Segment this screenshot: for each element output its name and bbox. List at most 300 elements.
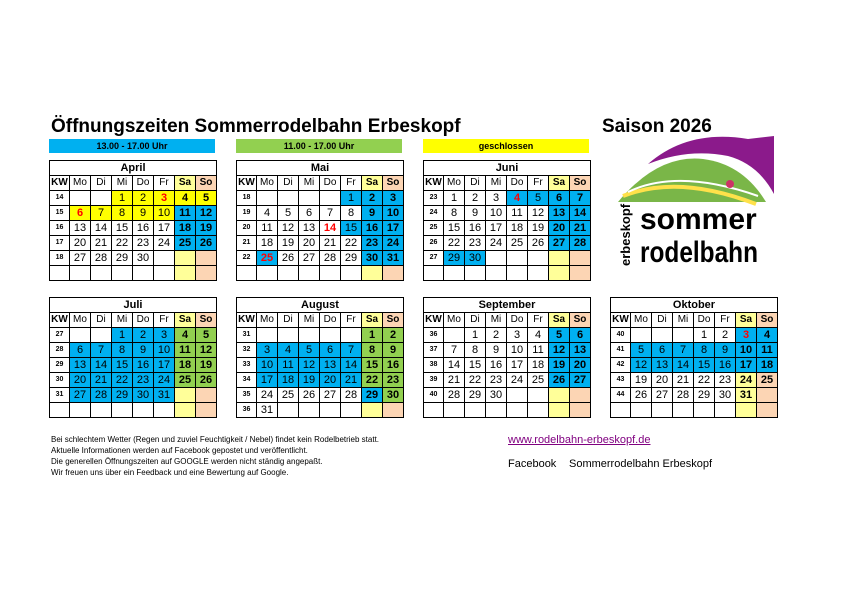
day-cell <box>196 403 217 418</box>
day-cell <box>320 328 341 343</box>
week-row <box>424 266 591 281</box>
day-cell: 21 <box>320 236 341 251</box>
day-cell: 28 <box>444 388 465 403</box>
day-cell <box>154 251 175 266</box>
day-cell: 9 <box>715 343 736 358</box>
month-name: Mai <box>237 161 404 176</box>
day-cell <box>196 251 217 266</box>
day-cell: 14 <box>91 358 112 373</box>
week-number: 31 <box>50 388 70 403</box>
day-cell <box>528 388 549 403</box>
week-number <box>424 266 444 281</box>
day-cell: 5 <box>196 191 217 206</box>
week-row <box>50 236 217 251</box>
week-row <box>424 343 591 358</box>
day-cell: 3 <box>257 343 278 358</box>
day-cell <box>528 403 549 418</box>
day-cell: 26 <box>549 373 570 388</box>
month-name: April <box>50 161 217 176</box>
day-cell: 30 <box>465 251 486 266</box>
week-number: 26 <box>424 236 444 251</box>
day-cell: 8 <box>112 343 133 358</box>
day-cell <box>549 251 570 266</box>
weekday-header: Fr <box>154 313 175 328</box>
day-cell: 20 <box>70 236 91 251</box>
week-number: 19 <box>237 206 257 221</box>
day-cell <box>341 403 362 418</box>
day-cell <box>70 191 91 206</box>
day-cell: 17 <box>383 221 404 236</box>
weekday-header: Di <box>465 176 486 191</box>
day-cell: 10 <box>383 206 404 221</box>
day-cell: 27 <box>70 251 91 266</box>
week-number <box>611 403 631 418</box>
day-cell: 24 <box>507 373 528 388</box>
weekday-header: Do <box>133 313 154 328</box>
day-cell: 26 <box>196 236 217 251</box>
week-number <box>50 403 70 418</box>
month-calendar <box>49 297 217 418</box>
weekday-header: So <box>570 313 591 328</box>
week-row <box>424 358 591 373</box>
weekday-header: KW <box>424 176 444 191</box>
day-cell <box>133 266 154 281</box>
day-cell: 7 <box>673 343 694 358</box>
day-cell: 27 <box>320 388 341 403</box>
day-cell: 22 <box>694 373 715 388</box>
day-cell: 22 <box>341 236 362 251</box>
legend-hours-b: 11.00 - 17.00 Uhr <box>236 139 402 153</box>
day-cell <box>175 251 196 266</box>
day-cell: 5 <box>549 328 570 343</box>
day-cell: 8 <box>112 206 133 221</box>
weekday-header: KW <box>50 313 70 328</box>
weekday-header: So <box>570 176 591 191</box>
month-calendar <box>236 160 404 281</box>
day-cell: 24 <box>736 373 757 388</box>
weekday-header: Fr <box>341 313 362 328</box>
day-cell <box>278 266 299 281</box>
month-calendar <box>423 297 591 418</box>
day-cell <box>70 403 91 418</box>
month-name: September <box>424 298 591 313</box>
week-row <box>237 358 404 373</box>
week-number: 28 <box>50 343 70 358</box>
weekday-header: Di <box>652 313 673 328</box>
day-cell: 15 <box>341 221 362 236</box>
day-cell <box>570 266 591 281</box>
day-cell: 18 <box>257 236 278 251</box>
month-calendar <box>610 297 778 418</box>
day-cell: 15 <box>694 358 715 373</box>
day-cell: 21 <box>570 221 591 236</box>
note-line: Bei schlechtem Wetter (Regen und zuviel Feuchtigkeit / Nebel) findet kein Rodelbetrieb statt. <box>51 435 380 444</box>
day-cell <box>320 403 341 418</box>
day-cell: 18 <box>507 221 528 236</box>
week-number: 17 <box>50 236 70 251</box>
facebook-label: Facebook <box>508 458 557 470</box>
day-cell: 21 <box>91 373 112 388</box>
weekday-header: Di <box>91 313 112 328</box>
day-cell <box>175 403 196 418</box>
day-cell: 14 <box>444 358 465 373</box>
weekday-header: Do <box>507 176 528 191</box>
week-number: 14 <box>50 191 70 206</box>
day-cell: 31 <box>154 388 175 403</box>
weekday-header: Di <box>465 313 486 328</box>
weekday-header: Sa <box>736 313 757 328</box>
week-number: 16 <box>50 221 70 236</box>
rodelbahn-logo <box>618 134 774 268</box>
legend-hours-a: 13.00 - 17.00 Uhr <box>49 139 215 153</box>
day-cell: 12 <box>549 343 570 358</box>
weekday-header: Sa <box>362 176 383 191</box>
month-calendar <box>236 297 404 418</box>
day-cell: 22 <box>362 373 383 388</box>
week-row <box>50 343 217 358</box>
day-cell <box>320 191 341 206</box>
weekday-header: Sa <box>362 313 383 328</box>
day-cell: 28 <box>320 251 341 266</box>
week-row <box>237 343 404 358</box>
day-cell: 25 <box>528 373 549 388</box>
week-number: 40 <box>424 388 444 403</box>
day-cell <box>465 266 486 281</box>
day-cell <box>673 403 694 418</box>
week-number: 32 <box>237 343 257 358</box>
day-cell: 20 <box>549 221 570 236</box>
logo-line1: sommer <box>640 203 757 236</box>
day-cell: 20 <box>570 358 591 373</box>
week-number: 43 <box>611 373 631 388</box>
day-cell: 5 <box>631 343 652 358</box>
week-number: 44 <box>611 388 631 403</box>
week-row <box>611 328 778 343</box>
weekday-header: So <box>383 176 404 191</box>
week-row <box>50 403 217 418</box>
day-cell: 26 <box>278 251 299 266</box>
day-cell <box>486 251 507 266</box>
day-cell: 14 <box>570 206 591 221</box>
week-number: 37 <box>424 343 444 358</box>
day-cell <box>91 403 112 418</box>
week-number: 34 <box>237 373 257 388</box>
week-number: 39 <box>424 373 444 388</box>
day-cell: 30 <box>362 251 383 266</box>
day-cell: 9 <box>133 206 154 221</box>
weekday-header: Mi <box>299 313 320 328</box>
day-cell: 6 <box>652 343 673 358</box>
facebook-name: Sommerrodelbahn Erbeskopf <box>569 458 713 470</box>
weekday-header: Do <box>320 176 341 191</box>
day-cell <box>631 403 652 418</box>
day-cell: 15 <box>444 221 465 236</box>
week-row <box>611 343 778 358</box>
day-cell: 4 <box>278 343 299 358</box>
day-cell <box>133 403 154 418</box>
day-cell: 22 <box>444 236 465 251</box>
day-cell: 18 <box>528 358 549 373</box>
day-cell: 10 <box>154 206 175 221</box>
week-number: 15 <box>50 206 70 221</box>
day-cell: 17 <box>154 358 175 373</box>
day-cell: 10 <box>486 206 507 221</box>
day-cell: 16 <box>362 221 383 236</box>
day-cell <box>383 266 404 281</box>
weekday-header: Do <box>507 313 528 328</box>
weekday-header: KW <box>237 313 257 328</box>
week-row <box>50 191 217 206</box>
week-row <box>50 251 217 266</box>
day-cell: 11 <box>757 343 778 358</box>
day-cell: 3 <box>154 328 175 343</box>
day-cell <box>175 266 196 281</box>
day-cell: 18 <box>278 373 299 388</box>
day-cell <box>549 388 570 403</box>
weekday-header: Mo <box>257 313 278 328</box>
day-cell: 8 <box>362 343 383 358</box>
day-cell: 11 <box>278 358 299 373</box>
week-row <box>237 403 404 418</box>
week-number: 25 <box>424 221 444 236</box>
month-name: Oktober <box>611 298 778 313</box>
day-cell: 15 <box>112 221 133 236</box>
day-cell: 11 <box>175 206 196 221</box>
day-cell: 19 <box>299 373 320 388</box>
day-cell: 1 <box>444 191 465 206</box>
day-cell: 7 <box>91 343 112 358</box>
day-cell: 25 <box>757 373 778 388</box>
week-row <box>237 373 404 388</box>
day-cell: 9 <box>383 343 404 358</box>
day-cell <box>715 403 736 418</box>
day-cell: 4 <box>757 328 778 343</box>
day-cell: 19 <box>631 373 652 388</box>
day-cell: 15 <box>112 358 133 373</box>
day-cell: 30 <box>133 388 154 403</box>
week-number: 36 <box>237 403 257 418</box>
week-row <box>424 373 591 388</box>
month-calendar <box>49 160 217 281</box>
day-cell <box>320 266 341 281</box>
weekday-header: Fr <box>341 176 362 191</box>
day-cell: 20 <box>320 373 341 388</box>
week-row <box>50 388 217 403</box>
day-cell: 26 <box>299 388 320 403</box>
weekday-header: Mo <box>70 176 91 191</box>
day-cell: 7 <box>341 343 362 358</box>
day-cell <box>278 403 299 418</box>
day-cell <box>154 266 175 281</box>
day-cell: 1 <box>341 191 362 206</box>
weekday-header: Do <box>133 176 154 191</box>
day-cell: 22 <box>465 373 486 388</box>
day-cell <box>652 328 673 343</box>
week-number: 29 <box>50 358 70 373</box>
day-cell: 13 <box>320 358 341 373</box>
day-cell: 24 <box>257 388 278 403</box>
note-line: Wir freuen uns über ein Feedback und eine Bewertung auf Google. <box>51 468 289 477</box>
day-cell: 21 <box>91 236 112 251</box>
logo-side-text: erbeskopf <box>618 203 633 266</box>
day-cell: 24 <box>486 236 507 251</box>
day-cell <box>507 403 528 418</box>
weekday-header: KW <box>611 313 631 328</box>
day-cell <box>257 328 278 343</box>
day-cell: 27 <box>70 388 91 403</box>
day-cell: 3 <box>507 328 528 343</box>
day-cell: 15 <box>465 358 486 373</box>
day-cell: 3 <box>736 328 757 343</box>
day-cell: 9 <box>133 343 154 358</box>
week-number: 27 <box>424 251 444 266</box>
day-cell: 22 <box>112 236 133 251</box>
weekday-header: Fr <box>154 176 175 191</box>
day-cell: 5 <box>299 343 320 358</box>
day-cell: 31 <box>383 251 404 266</box>
day-cell: 24 <box>383 236 404 251</box>
week-number: 42 <box>611 358 631 373</box>
day-cell: 19 <box>196 358 217 373</box>
day-cell: 2 <box>133 328 154 343</box>
day-cell: 27 <box>299 251 320 266</box>
day-cell <box>549 403 570 418</box>
day-cell: 8 <box>341 206 362 221</box>
week-row <box>611 373 778 388</box>
weekday-header: Mo <box>444 176 465 191</box>
day-cell: 1 <box>362 328 383 343</box>
week-number: 33 <box>237 358 257 373</box>
day-cell: 26 <box>528 236 549 251</box>
day-cell <box>362 403 383 418</box>
day-cell: 9 <box>362 206 383 221</box>
weekday-header: Mi <box>112 313 133 328</box>
week-number <box>50 266 70 281</box>
day-cell: 3 <box>383 191 404 206</box>
day-cell: 12 <box>299 358 320 373</box>
weekday-header: Fr <box>715 313 736 328</box>
day-cell: 19 <box>528 221 549 236</box>
week-number: 24 <box>424 206 444 221</box>
day-cell: 29 <box>112 388 133 403</box>
day-cell <box>112 403 133 418</box>
week-row <box>50 221 217 236</box>
day-cell: 3 <box>486 191 507 206</box>
day-cell: 23 <box>465 236 486 251</box>
week-row <box>611 403 778 418</box>
week-row <box>50 358 217 373</box>
day-cell <box>444 328 465 343</box>
week-row <box>237 206 404 221</box>
day-cell: 8 <box>694 343 715 358</box>
day-cell: 25 <box>507 236 528 251</box>
day-cell: 8 <box>465 343 486 358</box>
day-cell: 12 <box>278 221 299 236</box>
week-number: 20 <box>237 221 257 236</box>
day-cell <box>444 403 465 418</box>
day-cell: 23 <box>715 373 736 388</box>
week-row <box>424 236 591 251</box>
day-cell: 8 <box>444 206 465 221</box>
day-cell: 10 <box>507 343 528 358</box>
day-cell: 12 <box>196 343 217 358</box>
day-cell: 7 <box>570 191 591 206</box>
week-row <box>237 266 404 281</box>
day-cell <box>486 403 507 418</box>
weekday-header: Mo <box>257 176 278 191</box>
day-cell: 6 <box>70 343 91 358</box>
day-cell: 11 <box>175 343 196 358</box>
day-cell <box>70 266 91 281</box>
day-cell: 25 <box>175 373 196 388</box>
week-number: 23 <box>424 191 444 206</box>
day-cell <box>175 388 196 403</box>
logo-line2: rodelbahn <box>640 236 758 268</box>
weekday-header: Mo <box>444 313 465 328</box>
weekday-header: Sa <box>549 313 570 328</box>
week-number: 30 <box>50 373 70 388</box>
day-cell: 30 <box>383 388 404 403</box>
day-cell: 18 <box>757 358 778 373</box>
day-cell: 5 <box>528 191 549 206</box>
day-cell: 19 <box>549 358 570 373</box>
week-row <box>424 206 591 221</box>
day-cell: 28 <box>673 388 694 403</box>
day-cell: 20 <box>652 373 673 388</box>
week-number <box>237 266 257 281</box>
day-cell <box>757 403 778 418</box>
weekday-header: Fr <box>528 313 549 328</box>
day-cell: 12 <box>196 206 217 221</box>
day-cell: 21 <box>444 373 465 388</box>
week-number <box>424 403 444 418</box>
season-title: Saison 2026 <box>602 116 712 137</box>
weekday-header: Mo <box>70 313 91 328</box>
day-cell: 13 <box>570 343 591 358</box>
week-row <box>237 251 404 266</box>
day-cell <box>383 403 404 418</box>
day-cell: 31 <box>257 403 278 418</box>
day-cell: 16 <box>133 358 154 373</box>
day-cell: 27 <box>549 236 570 251</box>
day-cell: 2 <box>715 328 736 343</box>
day-cell: 25 <box>278 388 299 403</box>
day-cell: 4 <box>528 328 549 343</box>
week-row <box>424 328 591 343</box>
day-cell: 7 <box>91 206 112 221</box>
weekday-header: So <box>196 313 217 328</box>
day-cell: 16 <box>383 358 404 373</box>
day-cell: 22 <box>112 373 133 388</box>
day-cell <box>652 403 673 418</box>
day-cell: 29 <box>112 251 133 266</box>
website-link[interactable]: www.rodelbahn-erbeskopf.de <box>508 434 651 446</box>
week-row <box>237 236 404 251</box>
week-number: 18 <box>50 251 70 266</box>
day-cell <box>91 191 112 206</box>
day-cell: 29 <box>362 388 383 403</box>
day-cell: 7 <box>444 343 465 358</box>
day-cell <box>341 266 362 281</box>
day-cell: 25 <box>257 251 278 266</box>
day-cell: 21 <box>673 373 694 388</box>
weekday-header: Fr <box>528 176 549 191</box>
month-calendar <box>423 160 591 281</box>
day-cell: 6 <box>299 206 320 221</box>
weekday-header: Do <box>320 313 341 328</box>
week-number: 35 <box>237 388 257 403</box>
day-cell <box>299 266 320 281</box>
